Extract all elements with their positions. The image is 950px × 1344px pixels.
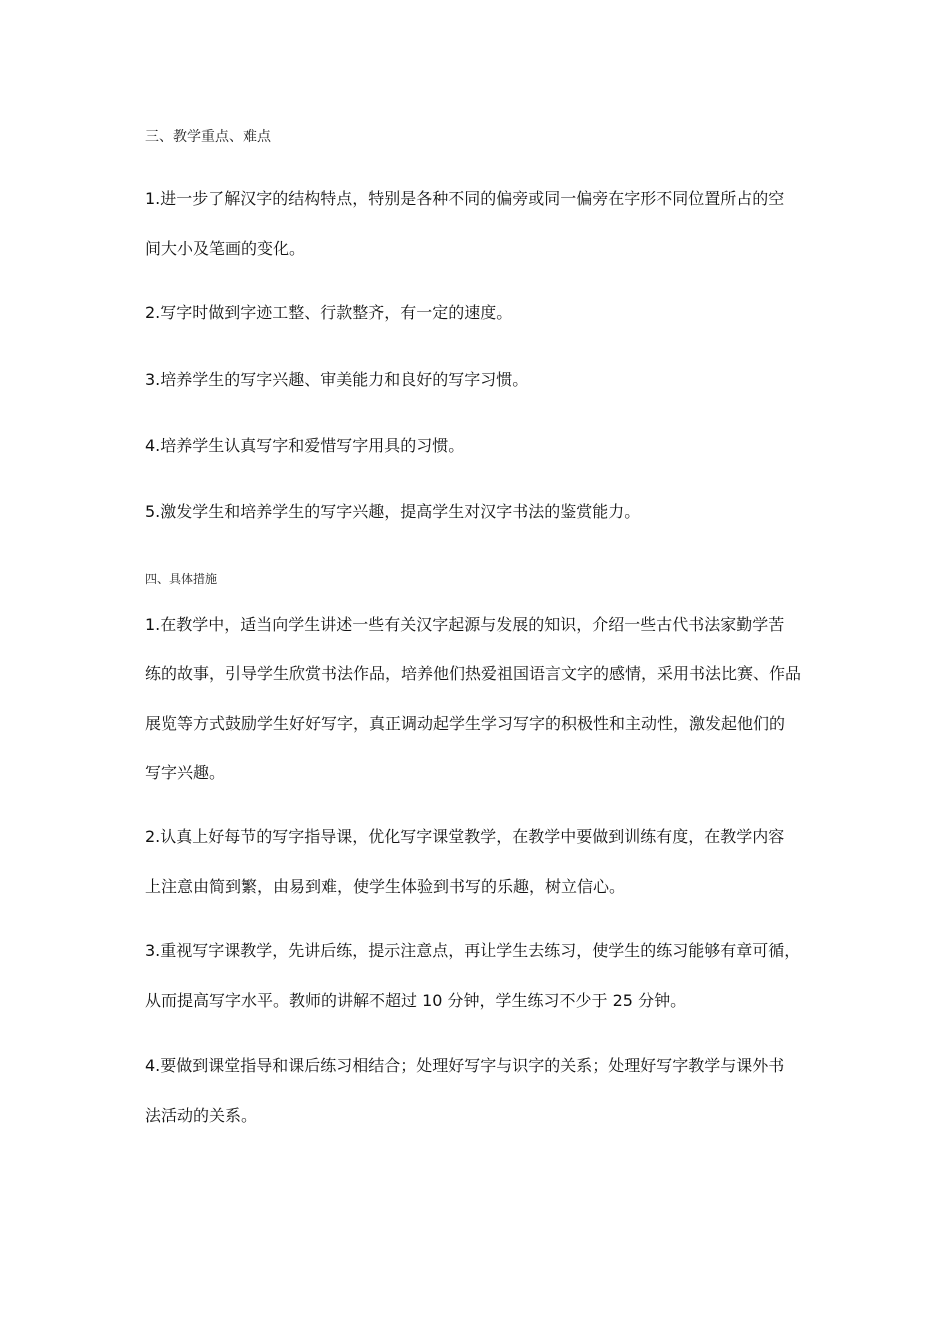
paragraph-line: 上注意由简到繁，由易到难，使学生体验到书写的乐趣，树立信心。 [145, 877, 626, 896]
paragraph-line: 1.在教学中，适当向学生讲述一些有关汉字起源与发展的知识，介绍一些古代书法家勤学苦 [145, 615, 785, 634]
paragraph-line: 法活动的关系。 [145, 1106, 258, 1125]
paragraph-line: 3.培养学生的写字兴趣、审美能力和良好的写字习惯。 [145, 370, 529, 389]
paragraph-line: 3.重视写字课教学，先讲后练，提示注意点，再让学生去练习，使学生的练习能够有章可循， [145, 941, 801, 960]
paragraph-line: 4.要做到课堂指导和课后练习相结合；处理好写字与识字的关系；处理好写字教学与课外书 [145, 1056, 785, 1075]
section-heading-focus-difficulties: 三、教学重点、难点 [145, 129, 271, 145]
paragraph-line: 间大小及笔画的变化。 [145, 239, 306, 258]
paragraph-line: 写字兴趣。 [145, 763, 226, 782]
paragraph-line: 从而提高写字水平。教师的讲解不超过 10 分钟，学生练习不少于 25 分钟。 [145, 991, 687, 1010]
section-heading-measures: 四、具体措施 [145, 572, 218, 586]
paragraph-line: 4.培养学生认真写字和爱惜写字用具的习惯。 [145, 436, 465, 455]
paragraph-line: 1.进一步了解汉字的结构特点，特别是各种不同的偏旁或同一偏旁在字形不同位置所占的空 [145, 189, 785, 208]
paragraph-line: 2.写字时做到字迹工整、行款整齐，有一定的速度。 [145, 303, 513, 322]
paragraph-line: 展览等方式鼓励学生好好写字，真正调动起学生学习写字的积极性和主动性，激发起他们的 [145, 714, 786, 733]
paragraph-line: 2.认真上好每节的写字指导课，优化写字课堂教学，在教学中要做到训练有度，在教学内容 [145, 827, 785, 846]
paragraph-line: 练的故事，引导学生欣赏书法作品，培养他们热爱祖国语言文字的感情，采用书法比赛、作品 [145, 664, 802, 683]
paragraph-line: 5.激发学生和培养学生的写字兴趣，提高学生对汉字书法的鉴赏能力。 [145, 502, 641, 521]
